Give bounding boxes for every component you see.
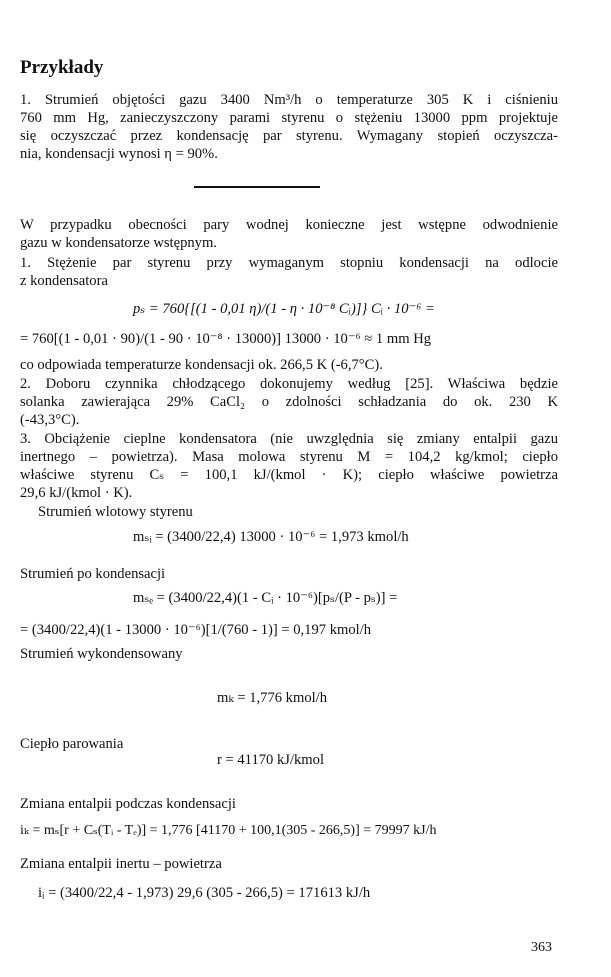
equation-msi: mₛᵢ = (3400/22,4) 13000 · 10⁻⁶ = 1,973 kmol/h	[133, 529, 409, 545]
equation-ii: iᵢ = (3400/22,4 - 1,973) 29,6 (305 - 266,5) = 171613 kJ/h	[38, 885, 371, 901]
label-heat-of-vaporization: Ciepło parowania	[20, 736, 124, 752]
step3-line-2: inertnego – powietrza). Masa molowa styrenu M = 104,2 kg/kmol; ciepło	[20, 449, 558, 465]
page-number: 363	[531, 940, 552, 955]
equation-r: r = 41170 kJ/kmol	[217, 752, 325, 768]
example1-line-3: się oczyszczać przez kondensację par styrenu. Wymagany stopień oczyszcza-	[20, 128, 558, 144]
section-heading: Przykłady	[20, 57, 104, 78]
step3-line-1: 3. Obciążenie cieplne kondensatora (nie uwzględnia się zmiany entalpii gazu	[20, 431, 558, 447]
example1-line-4: nia, kondensacji wynosi η = 90%.	[20, 146, 218, 162]
equation-ps-2: = 760[(1 - 0,01 · 90)/(1 - 90 · 10⁻⁸ · 13000)] 13000 · 10⁻⁶ ≈ 1 mm Hg	[20, 331, 432, 347]
equation-ps-1: pₛ = 760{[(1 - 0,01 η)/(1 - η · 10⁻⁸ Cᵢ)]} Cᵢ · 10⁻⁶ =	[133, 301, 435, 317]
step3-line-4: 29,6 kJ/(kmol · K).	[20, 485, 133, 501]
section-divider	[194, 186, 320, 188]
step3-line-3: właściwe styrenu Cₛ = 100,1 kJ/(kmol · K); ciepło właściwe powietrza	[20, 467, 558, 483]
equation-mse-2: = (3400/22,4)(1 - 13000 · 10⁻⁶)[1/(760 - 1)] = 0,197 kmol/h	[20, 622, 372, 638]
step2-line-1: 2. Doboru czynnika chłodzącego dokonujemy według [25]. Właściwa będzie	[20, 376, 558, 392]
label-enthalpy-inert: Zmiana entalpii inertu – powietrza	[20, 856, 222, 872]
step2-line-3: (-43,3°C).	[20, 412, 80, 428]
condensation-temperature-text: co odpowiada temperaturze kondensacji ok. 266,5 K (-6,7°C).	[20, 357, 383, 373]
label-inlet-stream: Strumień wlotowy styrenu	[38, 504, 193, 520]
step1-line-1: 1. Stężenie par styrenu przy wymaganym stopniu kondensacji na odlocie	[20, 255, 558, 271]
equation-ik: iₖ = mₛ[r + Cₛ(Tᵢ - Tₑ)] = 1,776 [41170 + 100,1(305 - 266,5)] = 79997 kJ/h	[20, 823, 437, 838]
step1-line-2: z kondensatora	[20, 273, 108, 289]
step2-line-2: solanka zawierająca 29% CaCl₂ o zdolności schładzania do ok. 230 K	[20, 394, 558, 410]
equation-mse-1: mₛₑ = (3400/22,4)(1 - Cᵢ · 10⁻⁶)[pₛ/(P - pₛ)] =	[133, 590, 398, 606]
example1-line-2: 760 mm Hg, zanieczyszczony parami styrenu o stężeniu 13000 ppm projektuje	[20, 110, 558, 126]
label-condensed-stream: Strumień wykondensowany	[20, 646, 183, 662]
intro-line-1: W przypadku obecności pary wodnej konieczne jest wstępne odwodnienie	[20, 217, 558, 233]
label-enthalpy-condensation: Zmiana entalpii podczas kondensacji	[20, 796, 236, 812]
label-after-condensation: Strumień po kondensacji	[20, 566, 166, 582]
intro-line-2: gazu w kondensatorze wstępnym.	[20, 235, 217, 251]
example1-line-1: 1. Strumień objętości gazu 3400 Nm³/h o temperaturze 305 K i ciśnieniu	[20, 92, 558, 108]
equation-mk: mₖ = 1,776 kmol/h	[217, 690, 328, 706]
